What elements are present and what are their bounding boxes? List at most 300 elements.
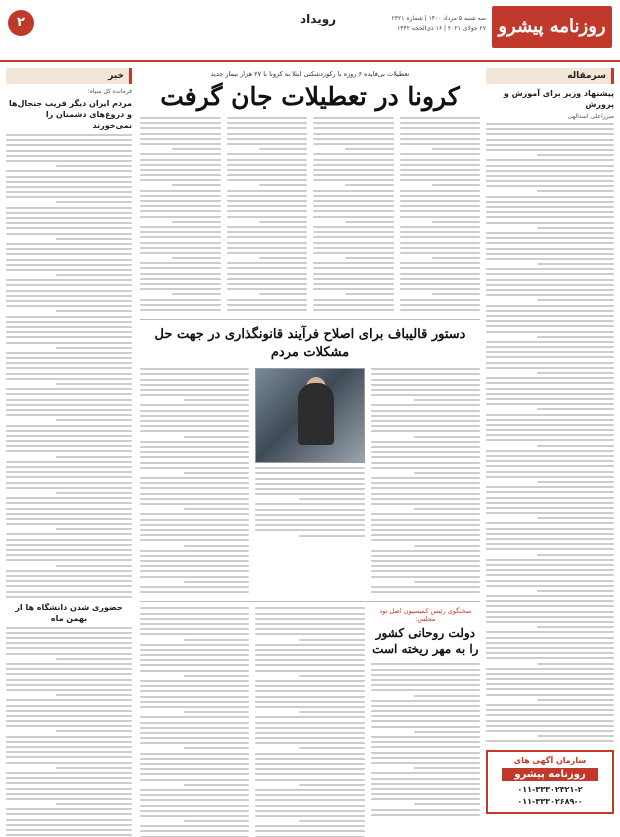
text-line xyxy=(6,461,132,463)
text-line xyxy=(371,410,480,412)
text-line xyxy=(371,710,480,712)
text-line xyxy=(371,757,480,759)
text-line xyxy=(400,174,481,176)
text-line xyxy=(140,779,249,781)
text-line xyxy=(140,539,249,541)
text-line xyxy=(6,471,132,473)
text-line xyxy=(140,633,249,635)
text-line xyxy=(486,709,614,711)
text-line xyxy=(255,810,364,812)
text-line xyxy=(255,753,364,755)
text-line xyxy=(140,519,249,521)
text-line xyxy=(140,283,221,285)
text-line xyxy=(227,143,308,145)
text-line xyxy=(486,564,614,566)
text-line xyxy=(486,673,614,675)
text-line xyxy=(486,502,614,504)
text-line xyxy=(486,170,614,172)
text-line xyxy=(6,679,132,681)
text-line xyxy=(486,538,614,540)
text-line xyxy=(140,389,249,391)
text-line xyxy=(6,518,132,520)
text-line xyxy=(371,420,480,422)
text-line xyxy=(345,257,393,259)
text-line xyxy=(400,133,481,135)
text-line xyxy=(227,288,308,290)
text-line xyxy=(140,267,221,269)
text-line xyxy=(537,227,614,229)
text-line xyxy=(371,451,480,453)
text-line xyxy=(371,498,480,500)
text-line xyxy=(486,720,614,722)
news-headline-2: حضوری شدن دانشگاه ها از بهمن ماه xyxy=(15,602,123,623)
text-line xyxy=(486,450,614,452)
bottom-story-text xyxy=(371,663,480,815)
text-line xyxy=(345,184,393,186)
text-line xyxy=(6,326,132,328)
text-line xyxy=(6,554,132,556)
text-line xyxy=(140,288,221,290)
text-line xyxy=(313,205,394,207)
text-line xyxy=(6,684,132,686)
main-story-headline: کرونا در تعطیلات جان گرفت xyxy=(160,82,460,111)
text-line xyxy=(400,138,481,140)
text-line xyxy=(414,436,480,438)
text-line xyxy=(486,331,614,333)
text-line xyxy=(299,639,365,641)
text-line xyxy=(140,384,249,386)
bottom-story-kicker: سخنگوی رئیس کمیسیون اصل نود مجلس: xyxy=(379,607,472,624)
text-line xyxy=(486,460,614,462)
text-line xyxy=(486,678,614,680)
text-line xyxy=(486,497,614,499)
text-line xyxy=(486,616,614,618)
text-line xyxy=(400,190,481,192)
advertising-title: سازمان آگهی های xyxy=(513,756,587,766)
text-line xyxy=(56,658,132,660)
text-line xyxy=(313,210,394,212)
text-line xyxy=(414,508,480,510)
text-line xyxy=(486,180,614,182)
text-line xyxy=(140,200,221,202)
text-line xyxy=(140,664,249,666)
text-line xyxy=(400,205,481,207)
text-line xyxy=(345,293,393,295)
text-line xyxy=(371,793,480,795)
text-line xyxy=(255,789,364,791)
text-line xyxy=(371,394,480,396)
text-line xyxy=(140,805,249,807)
text-line xyxy=(400,153,481,155)
text-line xyxy=(6,793,132,795)
text-line xyxy=(486,289,614,291)
text-line xyxy=(140,763,249,765)
text-line xyxy=(140,618,249,620)
text-line xyxy=(345,221,393,223)
text-line xyxy=(400,169,481,171)
text-line xyxy=(140,174,221,176)
text-line xyxy=(6,378,132,380)
text-line xyxy=(172,293,220,295)
text-line xyxy=(140,628,249,630)
news-section-title: خبر xyxy=(6,68,132,84)
text-line xyxy=(371,746,480,748)
text-line xyxy=(486,144,614,146)
text-line xyxy=(537,590,614,592)
text-line xyxy=(140,299,221,301)
text-line xyxy=(255,483,364,485)
text-line xyxy=(486,206,614,208)
text-line xyxy=(6,523,132,525)
person-figure xyxy=(298,383,334,445)
text-line xyxy=(56,165,132,167)
text-line xyxy=(486,388,614,390)
text-line xyxy=(486,522,614,524)
text-line xyxy=(486,341,614,343)
text-line xyxy=(140,799,249,801)
text-line xyxy=(486,165,614,167)
text-line xyxy=(255,825,364,827)
text-line xyxy=(432,221,480,223)
second-story-photo-column xyxy=(255,368,364,596)
text-line xyxy=(140,441,249,443)
text-line xyxy=(6,440,132,442)
text-line xyxy=(313,138,394,140)
text-line xyxy=(371,379,480,381)
text-line xyxy=(400,200,481,202)
text-line xyxy=(537,445,614,447)
editorial-byline: میرزاعلی اسدالهی xyxy=(567,113,614,120)
bottom-story-text xyxy=(255,607,364,837)
text-line xyxy=(313,190,394,192)
text-line xyxy=(371,441,480,443)
text-line xyxy=(400,288,481,290)
text-line xyxy=(140,524,249,526)
text-line xyxy=(56,201,132,203)
text-line xyxy=(255,680,364,682)
text-line xyxy=(6,191,132,193)
text-line xyxy=(140,565,249,567)
text-line xyxy=(56,730,132,732)
text-line xyxy=(6,404,132,406)
text-line xyxy=(172,221,220,223)
text-line xyxy=(371,752,480,754)
text-line xyxy=(313,164,394,166)
text-line xyxy=(400,283,481,285)
text-line xyxy=(486,507,614,509)
text-line xyxy=(486,439,614,441)
text-line xyxy=(400,210,481,212)
text-line xyxy=(6,352,132,354)
text-line xyxy=(140,758,249,760)
text-line xyxy=(313,273,394,275)
text-line xyxy=(255,509,364,511)
page-number-badge: ۲ xyxy=(8,10,34,36)
text-line xyxy=(140,555,249,557)
text-line xyxy=(486,434,614,436)
text-line xyxy=(6,544,132,546)
text-line xyxy=(313,122,394,124)
text-line xyxy=(486,268,614,270)
text-line xyxy=(486,201,614,203)
text-line xyxy=(140,623,249,625)
text-line xyxy=(414,767,480,769)
text-line xyxy=(140,768,249,770)
advertising-paper-name: روزنامه پیشرو xyxy=(502,768,598,781)
text-line xyxy=(486,683,614,685)
text-line xyxy=(6,357,132,359)
text-line xyxy=(255,644,364,646)
text-line xyxy=(140,379,249,381)
text-line xyxy=(371,715,480,717)
text-line xyxy=(486,159,614,161)
text-line xyxy=(6,399,132,401)
text-line xyxy=(140,394,249,396)
text-line xyxy=(313,242,394,244)
text-line xyxy=(255,524,364,526)
text-line xyxy=(486,377,614,379)
text-line xyxy=(6,435,132,437)
text-line xyxy=(184,639,250,641)
text-line xyxy=(6,336,132,338)
text-line xyxy=(140,659,249,661)
text-line xyxy=(371,778,480,780)
text-line xyxy=(6,253,132,255)
text-line xyxy=(313,216,394,218)
text-line xyxy=(6,533,132,535)
text-line xyxy=(140,190,221,192)
text-line xyxy=(227,117,308,119)
text-line xyxy=(140,529,249,531)
text-line xyxy=(6,762,132,764)
text-line xyxy=(313,231,394,233)
text-line xyxy=(537,154,614,156)
text-line xyxy=(6,736,132,738)
text-line xyxy=(6,139,132,141)
text-line xyxy=(6,160,132,162)
text-line xyxy=(371,741,480,743)
text-line xyxy=(255,727,364,729)
text-line xyxy=(371,404,480,406)
text-line xyxy=(486,237,614,239)
news-column xyxy=(6,68,132,828)
text-line xyxy=(371,368,480,370)
text-line xyxy=(227,210,308,212)
text-line xyxy=(6,248,132,250)
text-line xyxy=(140,789,249,791)
text-line xyxy=(227,133,308,135)
text-line xyxy=(486,362,614,364)
text-line xyxy=(313,153,394,155)
text-line xyxy=(140,278,221,280)
text-line xyxy=(486,580,614,582)
text-line xyxy=(486,393,614,395)
text-line xyxy=(140,716,249,718)
text-line xyxy=(371,565,480,567)
text-line xyxy=(140,462,249,464)
text-line xyxy=(255,613,364,615)
text-line xyxy=(184,581,250,583)
advertising-box xyxy=(486,750,614,814)
text-line xyxy=(371,720,480,722)
text-line xyxy=(414,695,480,697)
text-line xyxy=(486,652,614,654)
text-line xyxy=(140,576,249,578)
text-line xyxy=(486,528,614,530)
text-line xyxy=(400,273,481,275)
text-line xyxy=(400,122,481,124)
text-line xyxy=(313,267,394,269)
text-line xyxy=(227,304,308,306)
text-line xyxy=(486,574,614,576)
text-line xyxy=(172,184,220,186)
text-line xyxy=(400,247,481,249)
text-line xyxy=(140,425,249,427)
bottom-story-headline: دولت روحانی کشور را به مهر ریخته است xyxy=(372,626,479,657)
text-line xyxy=(6,720,132,722)
text-line xyxy=(371,814,480,816)
main-story-column xyxy=(313,117,394,314)
text-line xyxy=(400,231,481,233)
text-line xyxy=(6,487,132,489)
text-line xyxy=(371,462,480,464)
text-line xyxy=(537,554,614,556)
text-line xyxy=(6,284,132,286)
text-line xyxy=(140,159,221,161)
text-line xyxy=(6,829,132,831)
text-line xyxy=(140,498,249,500)
text-line xyxy=(371,669,480,671)
text-line xyxy=(140,742,249,744)
text-line xyxy=(227,262,308,264)
text-line xyxy=(6,819,132,821)
text-line xyxy=(227,309,308,311)
text-line xyxy=(371,570,480,572)
text-line xyxy=(6,502,132,504)
text-line xyxy=(400,195,481,197)
text-line xyxy=(184,711,250,713)
text-line xyxy=(371,809,480,811)
text-line xyxy=(6,539,132,541)
text-line xyxy=(6,176,132,178)
text-line xyxy=(486,185,614,187)
text-line xyxy=(140,680,249,682)
text-line xyxy=(140,451,249,453)
text-line xyxy=(227,273,308,275)
text-line xyxy=(140,368,249,370)
text-line xyxy=(255,758,364,760)
text-line xyxy=(140,794,249,796)
text-line xyxy=(371,456,480,458)
text-line xyxy=(6,367,132,369)
main-story-column xyxy=(227,117,308,314)
text-line xyxy=(255,654,364,656)
text-line xyxy=(255,618,364,620)
text-line xyxy=(140,247,221,249)
text-line xyxy=(6,217,132,219)
text-line xyxy=(371,493,480,495)
text-line xyxy=(6,575,132,577)
text-line xyxy=(432,184,480,186)
text-line xyxy=(140,133,221,135)
text-line xyxy=(486,714,614,716)
text-line xyxy=(6,689,132,691)
text-line xyxy=(371,576,480,578)
text-line xyxy=(172,148,220,150)
text-line xyxy=(255,779,364,781)
text-line xyxy=(140,410,249,412)
newspaper-logo: روزنامه پیشرو xyxy=(492,6,612,48)
text-line xyxy=(400,226,481,228)
main-story-kicker: تعطیلات بی‌فایده ۶ روزه با رکوردشکنی ابتلا به کرونا با ۲۷ هزار بیمار جدید xyxy=(210,70,410,78)
text-line xyxy=(537,299,614,301)
text-line xyxy=(371,482,480,484)
text-line xyxy=(255,742,364,744)
text-line xyxy=(486,273,614,275)
text-line xyxy=(313,262,394,264)
text-line xyxy=(140,210,221,212)
text-line xyxy=(486,595,614,597)
text-line xyxy=(6,756,132,758)
text-line xyxy=(255,773,364,775)
text-line xyxy=(6,642,132,644)
text-line xyxy=(486,232,614,234)
text-line xyxy=(6,591,132,593)
text-line xyxy=(255,722,364,724)
text-line xyxy=(140,164,221,166)
text-line xyxy=(255,670,364,672)
text-line xyxy=(400,278,481,280)
text-line xyxy=(299,820,365,822)
text-line xyxy=(227,283,308,285)
text-line xyxy=(371,700,480,702)
text-line xyxy=(227,247,308,249)
text-line xyxy=(537,408,614,410)
text-line xyxy=(140,690,249,692)
text-line xyxy=(6,295,132,297)
text-line xyxy=(140,226,221,228)
text-line xyxy=(313,159,394,161)
text-line xyxy=(184,784,250,786)
text-line xyxy=(255,503,364,505)
text-line xyxy=(371,674,480,676)
text-line xyxy=(140,685,249,687)
text-line xyxy=(432,293,480,295)
text-line xyxy=(140,534,249,536)
text-line xyxy=(371,560,480,562)
text-line xyxy=(414,803,480,805)
text-line xyxy=(140,404,249,406)
text-line xyxy=(227,200,308,202)
text-line xyxy=(56,310,132,312)
text-line xyxy=(486,315,614,317)
text-line xyxy=(6,834,132,836)
issue-date-line-2: ۲۷ جولای ۲۰۲۱ | ۱۶ ذی‌الحجه ۱۴۴۲ xyxy=(397,25,486,32)
text-line xyxy=(400,267,481,269)
text-line xyxy=(140,825,249,827)
text-line xyxy=(140,216,221,218)
text-line xyxy=(371,798,480,800)
text-line xyxy=(6,264,132,266)
text-line xyxy=(140,456,249,458)
text-line xyxy=(6,699,132,701)
text-line xyxy=(400,252,481,254)
text-line xyxy=(255,737,364,739)
text-line xyxy=(255,716,364,718)
text-line xyxy=(255,488,364,490)
text-line xyxy=(313,304,394,306)
text-line xyxy=(486,414,614,416)
